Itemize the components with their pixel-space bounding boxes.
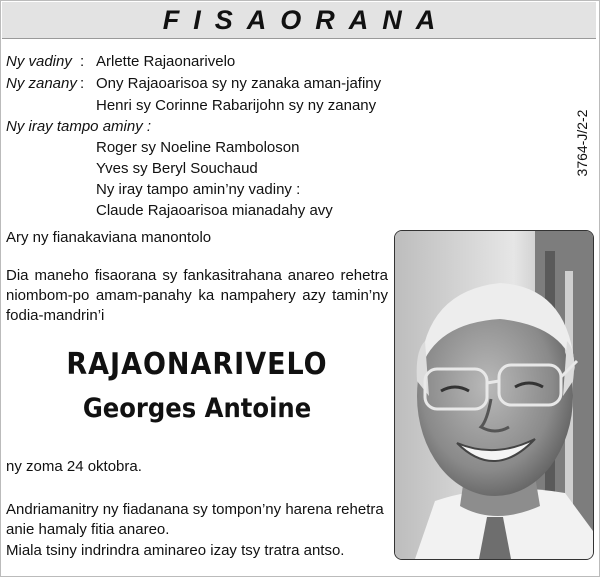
siblings-line: Roger sy Noeline Ramboloson <box>96 139 300 156</box>
children-line: Henri sy Corinne Rabarijohn sy ny zanany <box>96 97 377 114</box>
whole-family-line: Ary ny fianakaviana manontolo <box>6 229 212 246</box>
apology-line: Miala tsiny indrindra aminareo izay tsy tratra antso. <box>6 542 345 559</box>
spouse-label: Ny vadiny <box>6 53 72 70</box>
notice-title: FISAORANA <box>162 5 450 35</box>
death-date-line: ny zoma 24 oktobra. <box>6 458 142 475</box>
spouse-sep: : <box>80 53 85 70</box>
siblings-line: Yves sy Beryl Souchaud <box>96 160 258 177</box>
deceased-given-names: Georges Antoine <box>82 393 312 424</box>
portrait-photo <box>394 230 594 560</box>
blessing-paragraph: Andriamanitry ny fiadanana sy tompon’ny harena rehetra anie hamaly fitia anareo. <box>6 501 384 538</box>
spouse-name: Arlette Rajaonarivelo <box>96 53 236 70</box>
siblings-line: Ny iray tampo amin’ny vadiny : <box>96 181 301 198</box>
header-bar <box>2 2 596 39</box>
portrait-illustration <box>395 231 593 559</box>
reference-code: 3764-J/2-2 <box>574 109 590 177</box>
children-label: Ny zanany <box>6 75 77 92</box>
thanks-paragraph: Dia maneho fisaorana sy fankasitrahana anareo rehetra niombom-po amam-panahy ka nampahery azy tamin’ny fodia-mandrin’i <box>6 267 388 324</box>
children-sep: : <box>80 75 85 92</box>
siblings-line: Claude Rajaoarisoa mianadahy avy <box>96 202 333 219</box>
deceased-surname: RAJAONARIVELO <box>66 347 328 382</box>
siblings-label: Ny iray tampo aminy : <box>6 118 152 135</box>
children-line: Ony Rajaoarisoa sy ny zanaka aman-jafiny <box>96 75 382 92</box>
